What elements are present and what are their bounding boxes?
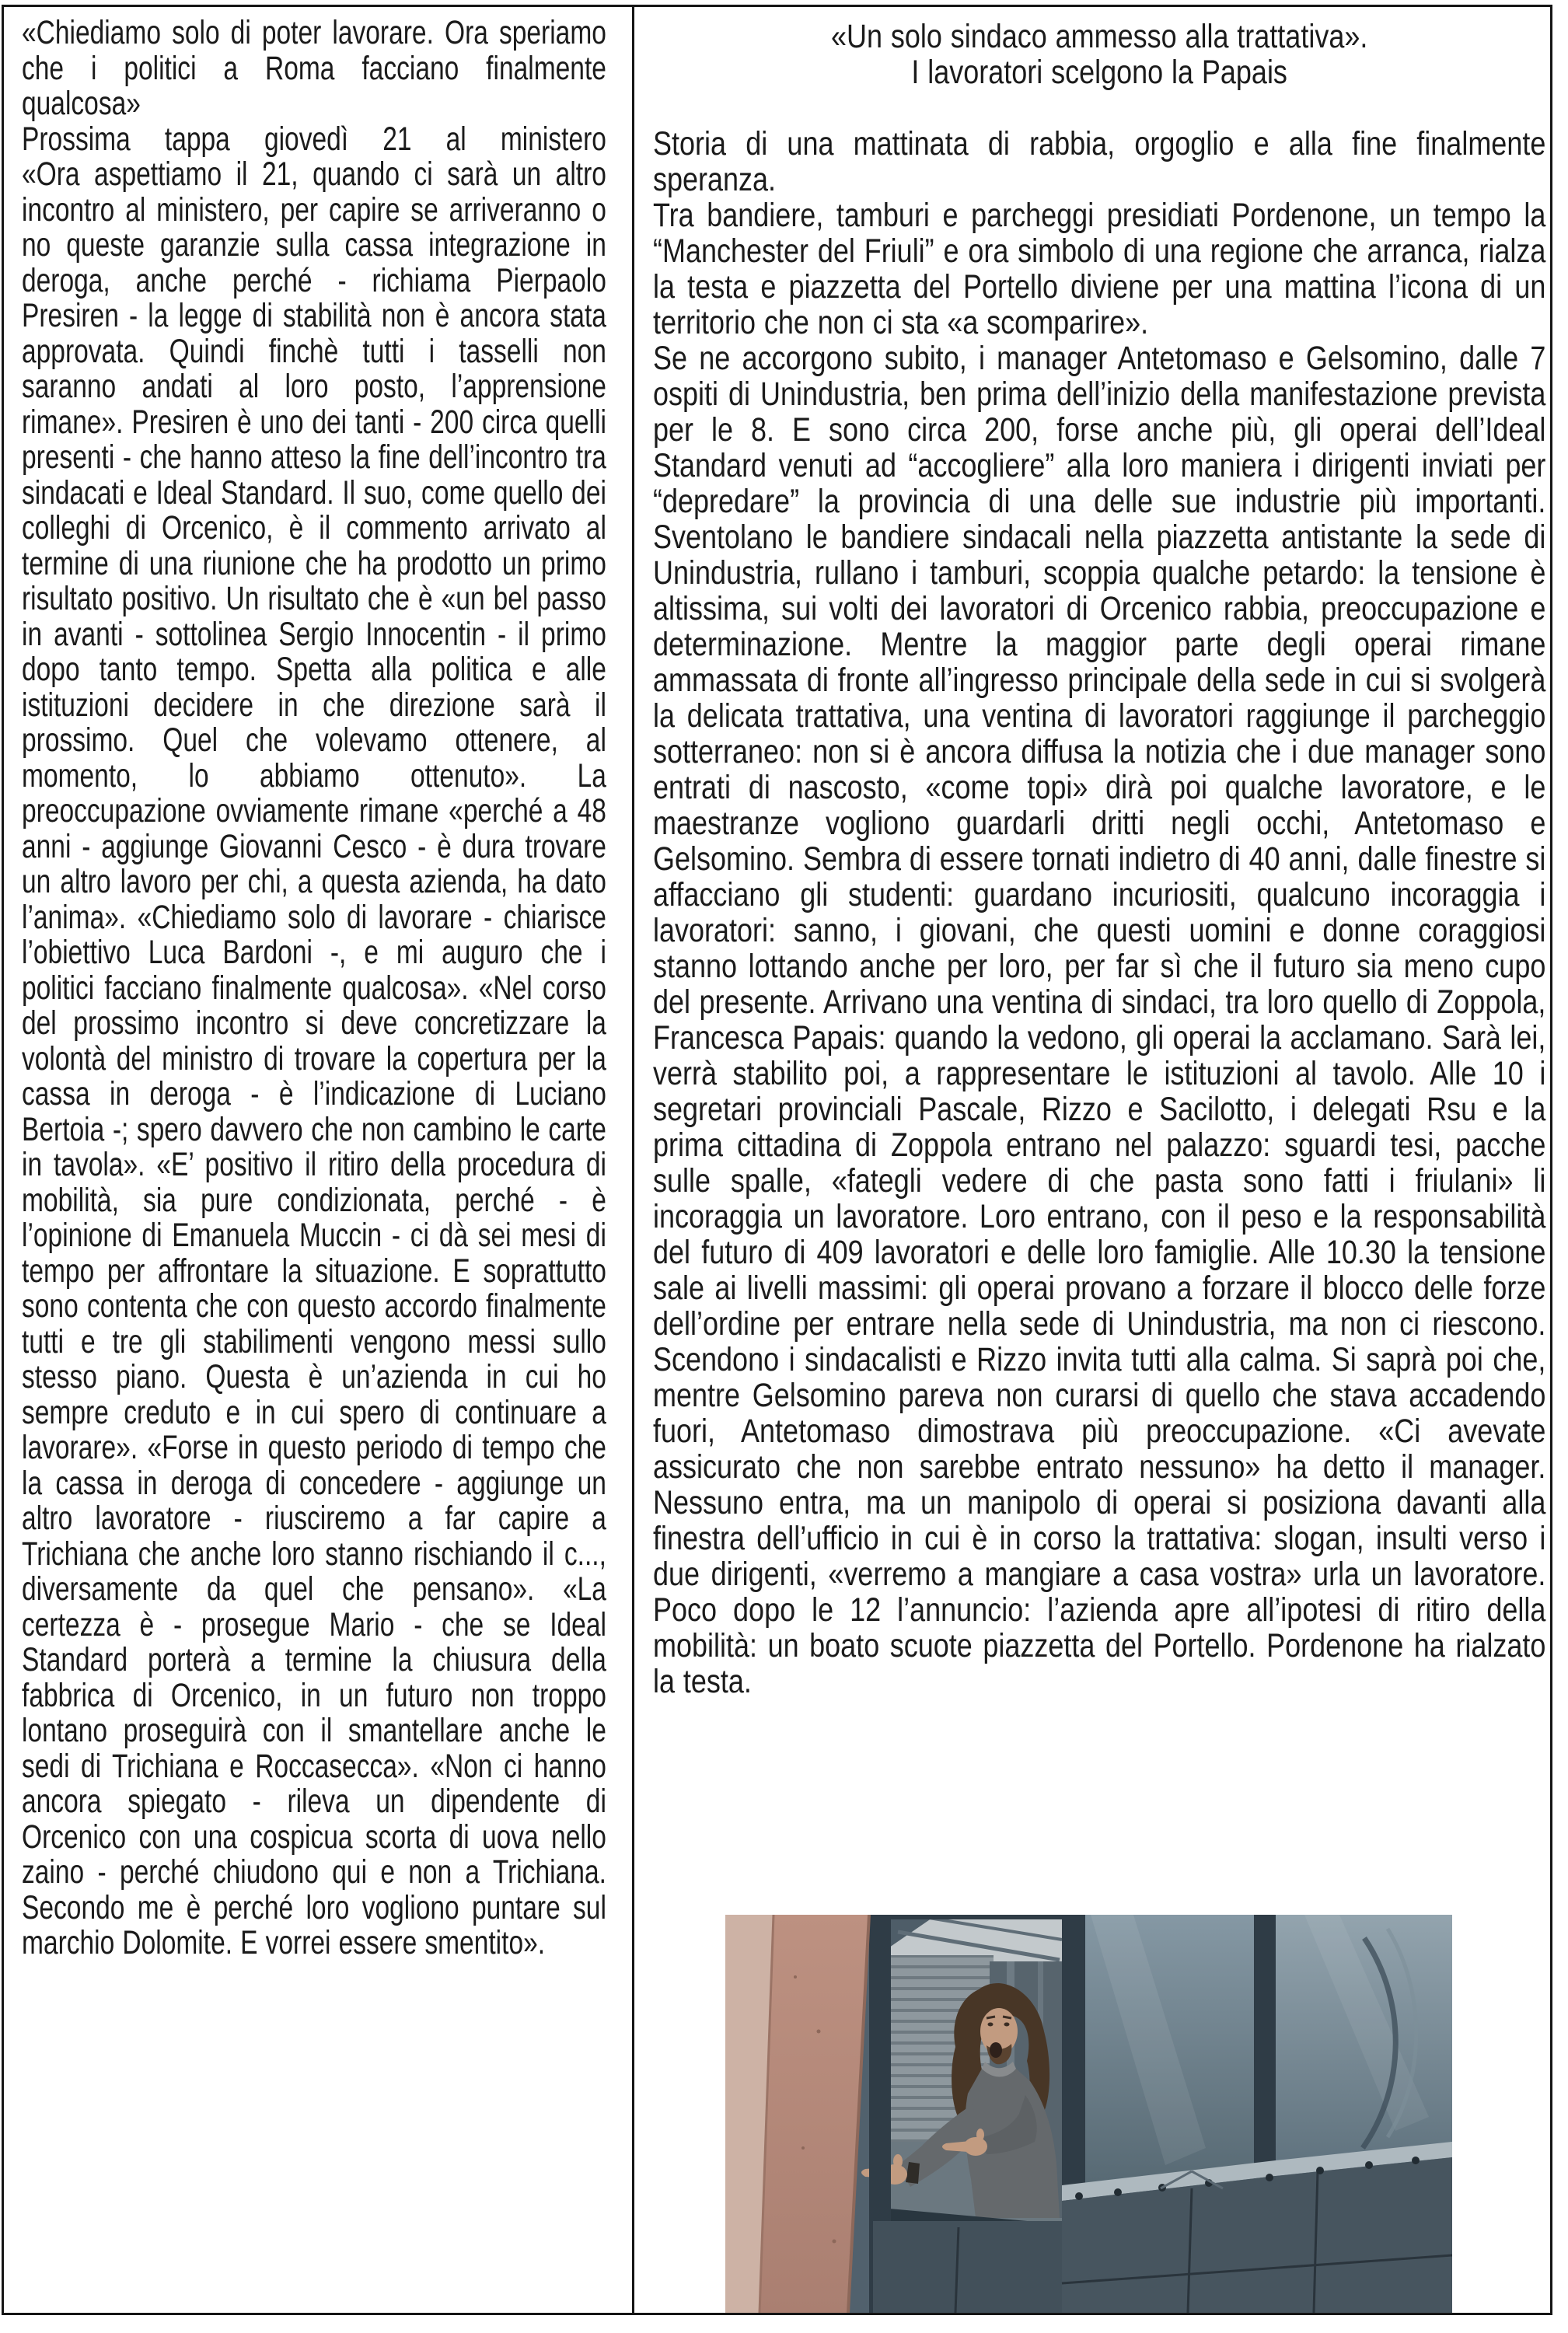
right-column — [653, 19, 1545, 1699]
article-photo — [725, 1915, 1452, 2313]
headline-line: «Un solo sindaco ammesso alla trattativa». — [830, 18, 1368, 55]
article-paragraph: Tra bandiere, tamburi e parcheggi presidiati Pordenone, un tempo la “Manchester del Friuli” e ora simbolo di una regione che arranca, rialza la testa e piazzetta del Portello diviene per una mattina l’icona di un territorio che non ci sta «a scomparire». — [653, 197, 1546, 341]
building-wall — [725, 1915, 869, 2313]
article-paragraph: Storia di una mattinata di rabbia, orgoglio e alla fine finalmente speranza. — [653, 125, 1546, 198]
article-paragraph: Prossima tappa giovedì 21 al ministero — [22, 120, 606, 158]
article-headline — [653, 19, 1545, 90]
article-paragraph: «Chiediamo solo di poter lavorare. Ora speriamo che i politici a Roma facciano finalmente qualcosa» — [22, 14, 606, 122]
article-paragraph: Se ne accorgono subito, i manager Antetomaso e Gelsomino, dalle 7 ospiti di Unindustria, ben prima dell’inizio della manifestazione prevista per le 8. E sono circa 200, forse anche più, gli operai dell’Ideal Standard venuti ad “accogliere” alla loro maniera i dirigenti inviati per “depredare” la provincia di una delle sue industrie più importanti. Sventolano le bandiere sindacali nella piazzetta antistante la sede di Unindustria, rullano i tamburi, scoppia qualche petardo: la tensione è altissima, sui volti dei lavoratori di Orcenico rabbia, preoccupazione e determinazione. Mentre la maggior parte degli operai rimane ammassata di fronte all’ingresso principale della sede in cui si svolgerà la delicata trattativa, una ventina di lavoratori raggiunge il parcheggio sotterraneo: non si è ancora diffusa la notizia che i due manager sono entrati di nascosto, «come topi» dirà poi qualche lavoratore, e le maestranze vogliono guardarli dritti negli occhi, Antetomaso e Gelsomino. Sembra di essere tornati indietro di 40 anni, dalle finestre si affacciano gli studenti: guardano incuriositi, qualcuno incoraggia i lavoratori: sanno, i giovani, che questi uomini e donne coraggiosi stanno lottando anche per loro, per far sì che il futuro sia meno cupo del presente. Arrivano una ventina di sindaci, tra loro quello di Zoppola, Francesca Papais: quando la vedono, gli operai la acclamano. Sarà lei, verrà stabilito poi, a rappresentare le istituzioni al tavolo. Alle 10 i segretari provinciali Pascale, Rizzo e Sacilotto, i delegati Rsu e la prima cittadina di Zoppola entrano nel palazzo: sguardi tesi, pacche sulle spalle, «fategli vedere di che pasta sono fatti i friulani» li incoraggia un lavoratore. Loro entrano, con il peso e la responsabilità del futuro di 409 lavoratori e delle loro famiglie. Alle 10.30 la tensione sale ai livelli massimi: gli operai provano a forzare il blocco delle forze dell’ordine per entrare nella sede di Unindustria, ma non ci riescono. Scendono i sindacalisti e Rizzo invita tutti alla calma. Si saprà poi che, mentre Gelsomino pareva non curarsi di quello che stava accadendo fuori, Antetomaso dimostrava più preoccupazione. «Ci avevate assicurato che non sarebbe entrato nessuno» ha detto il manager. Nessuno entra, ma un manipolo di operai si posiziona davanti alla finestra dell’ufficio in cui è in corso la trattativa: slogan, insulti verso i due dirigenti, «verremo a mangiare a casa vostra» urla un lavoratore. Poco dopo le 12 l’annuncio: l’azienda apre all’ipotesi di ritiro della mobilità: un boato scuote piazzetta del Portello. Pordenone ha rialzato la testa. — [653, 340, 1546, 1700]
photo-image — [725, 1915, 1452, 2313]
column-divider — [632, 5, 634, 2315]
headline-line: I lavoratori scelgono la Papais — [911, 54, 1287, 91]
article-paragraph: «Ora aspettiamo il 21, quando ci sarà un altro incontro al ministero, per capire se arriveranno o no queste garanzie sulla cassa integrazione in deroga, anche perché - richiama Pierpaolo Presiren - la legge di stabilità non è ancora stata approvata. Quindi finchè tutti i tasselli non saranno andati al loro posto, l’apprensione rimane». Presiren è uno dei tanti - 200 circa quelli presenti - che hanno atteso la fine dell’incontro tra sindacati e Ideal Standard. Il suo, come quello dei colleghi di Orcenico, è il commento arrivato al termine di una riunione che ha prodotto un primo risultato positivo. Un risultato che è «un bel passo in avanti - sottolinea Sergio Innocentin - il primo dopo tanto tempo. Spetta alla politica e alle istituzioni decidere in che direzione sarà il prossimo. Quel che volevamo ottenere, al momento, lo abbiamo ottenuto». La preoccupazione ovviamente rimane «perché a 48 anni - aggiunge Giovanni Cesco - è dura trovare un altro lavoro per chi, a questa azienda, ha dato l’anima». «Chiediamo solo di lavorare - chiarisce l’obiettivo Luca Bardoni -, e mi auguro che i politici facciano finalmente qualcosa». «Nel corso del prossimo incontro si deve concretizzare la volontà del ministro di trovare la copertura per la cassa in deroga - è l’indicazione di Luciano Bertoia -; spero davvero che non cambino le carte in tavola». «E’ positivo il ritiro della procedura di mobilità, sia pure condizionata, perché - è l’opinione di Emanuela Muccin - ci dà sei mesi di tempo per affrontare la situazione. E soprattutto sono contenta che con questo accordo finalmente tutti e tre gli stabilimenti vengono messi sullo stesso piano. Questa è un’azienda in cui ho sempre creduto e in cui spero di continuare a lavorare». «Forse in questo periodo di tempo che la cassa in deroga di concedere - aggiunge un altro lavoratore - riusciremo a far capire a Trichiana che anche loro stanno rischiando il c..., diversamente da quel che pensano». «La certezza è - prosegue Mario - che se Ideal Standard porterà a termine la chiusura della fabbrica di Orcenico, in un futuro non troppo lontano proseguirà con il smantellare anche le sedi di Trichiana e Roccasecca». «Non ci hanno ancora spiegato - rileva un dipendente di Orcenico con una cospicua scorta di uova nello zaino - perché chiudono qui e non a Trichiana. Secondo me è perché loro vogliono puntare sul marchio Dolomite. E vorrei essere smentito». — [22, 155, 606, 1961]
left-column — [22, 16, 606, 1961]
